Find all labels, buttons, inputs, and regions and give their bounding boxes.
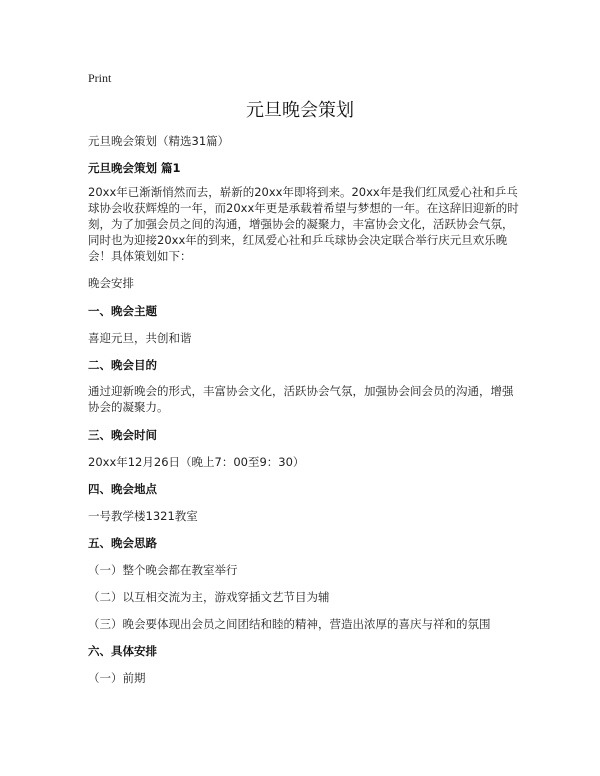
heading-location: 四、晚会地点 [88, 482, 157, 496]
heading-purpose: 二、晚会目的 [88, 358, 157, 372]
theme-text: 喜迎元旦，共创和谐 [88, 331, 192, 345]
section-title: 元旦晚会策划 篇1 [88, 161, 181, 175]
arrangement-label: 晚会安排 [88, 276, 134, 290]
heading-schedule: 六、具体安排 [88, 644, 157, 658]
location-text: 一号教学楼1321教室 [88, 509, 198, 523]
heading-idea: 五、晚会思路 [88, 536, 157, 550]
schedule-item-1: （一）前期 [88, 671, 146, 685]
idea-item-1: （一）整个晚会都在教室举行 [88, 563, 238, 577]
intro-paragraph: 20xx年已渐渐悄然而去，崭新的20xx年即将到来。20xx年是我们红凤爱心社和乒乓球协会收获辉煌的一年，而20xx年更是承载着希望与梦想的一年。在这辞旧迎新的时刻，为了加强会员之间的沟通，增强协会的凝聚力，丰富协会文化，活跃协会气氛，同时也为迎接20xx年的到来，红凤爱心社和乒乓球协会决定联合举行庆元旦欢乐晚会！具体策划如下： [88, 185, 519, 263]
heading-theme: 一、晚会主题 [88, 304, 157, 318]
page-title: 元旦晚会策划 [246, 100, 354, 121]
heading-time: 三、晚会时间 [88, 428, 157, 442]
purpose-text: 通过迎新晚会的形式，丰富协会文化，活跃协会气氛，加强协会间会员的沟通，增强协会的凝聚力。 [88, 384, 514, 414]
print-link[interactable]: Print [88, 71, 112, 85]
idea-item-2: （二）以互相交流为主，游戏穿插文艺节目为辅 [88, 590, 330, 604]
subtitle: 元旦晚会策划（精选31篇） [88, 134, 230, 148]
idea-item-3: （三）晚会要体现出会员之间团结和睦的精神，营造出浓厚的喜庆与祥和的氛围 [88, 617, 491, 631]
time-text: 20xx年12月26日（晚上7：00至9：30） [88, 455, 305, 469]
